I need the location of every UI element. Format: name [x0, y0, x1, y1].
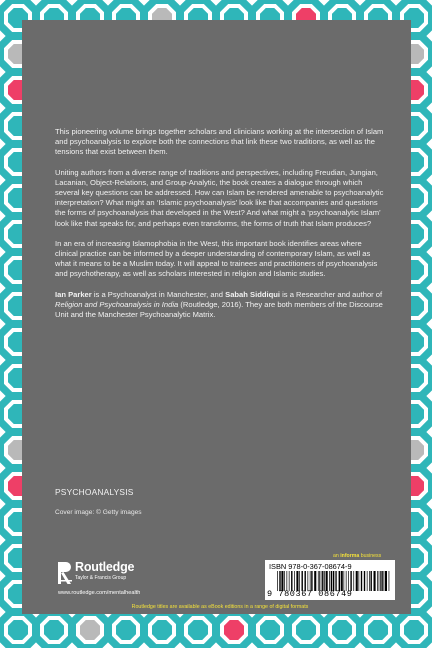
barcode-bar: [377, 571, 378, 591]
barcode-bar: [277, 571, 278, 591]
barcode-area: [265, 560, 395, 600]
description-paragraph-1: This pioneering volume brings together scholars and clinicians working at the intersection of Islam and psychoanalysis to explore both the connections that link these two traditions, as well as the tensions that exist between them.: [55, 127, 384, 157]
bio-text-2: is a Researcher and author of: [279, 289, 383, 299]
barcode-bar: [335, 571, 336, 591]
barcode-bar: [308, 571, 309, 591]
pattern-tile: [78, 618, 102, 642]
isbn-label: ISBN 978-0-367-08674-9: [269, 562, 352, 571]
barcode-bar: [336, 571, 337, 591]
barcode-bar: [350, 571, 351, 591]
description-paragraph-2: Uniting authors from a diverse range of traditions and perspectives, including Freudian, Jungian, Lacanian, Object-Relations, and Group-Analytic, the book creates a dialogue through which several key questions can be addressed. How can Islam be rendered amenable to psychoanalytic interpretation? What might an ‘Islamic psychoanalysis’ look like that accompanies and questions the forms of psychoanalysis that developed in the West? And what might a ‘psychoanalytic Islam’ look like that speaks for, and perhaps even transforms, the forms of truth that Islam produces?: [55, 167, 384, 228]
barcode-bar: [287, 571, 288, 591]
barcode-bar: [322, 571, 323, 591]
subject-category: PSYCHOANALYSIS: [55, 487, 134, 497]
barcode-bar: [381, 571, 382, 591]
barcode-bar: [339, 571, 340, 591]
barcode-bar: [384, 571, 385, 591]
barcode-bar: [294, 571, 295, 591]
barcode-bar: [374, 571, 376, 591]
pattern-tile: [150, 618, 174, 642]
publisher-name: Routledge: [75, 560, 135, 574]
barcode-bar: [321, 571, 322, 591]
barcode-bar: [389, 571, 390, 591]
pattern-tile: [330, 618, 354, 642]
barcode-bar: [324, 571, 325, 591]
informa-business-tag: [333, 553, 381, 559]
barcode-bar: [291, 571, 292, 591]
pattern-tile: [114, 618, 138, 642]
author-name-2: Sabah Siddiqui: [225, 289, 280, 299]
barcode-bar: [331, 571, 332, 591]
routledge-logo-icon: [58, 562, 72, 584]
author-bio: [55, 290, 385, 321]
barcode-digits: 9 780367 086749: [267, 589, 353, 599]
pattern-tile: [42, 618, 66, 642]
barcode-bar: [348, 571, 349, 591]
barcode-bar: [341, 571, 343, 591]
pattern-tile: [294, 618, 318, 642]
pattern-tile: [366, 618, 390, 642]
informa-suffix: business: [359, 553, 382, 559]
previous-book-title: Religion and Psychoanalysis in India: [55, 299, 179, 309]
barcode-bar: [289, 571, 290, 591]
barcode-bar: [329, 571, 330, 591]
barcode-bar: [299, 571, 300, 591]
ebook-availability-note: Routledge titles are available as eBook editions in a range of digital formats: [131, 604, 309, 610]
barcode-bar: [356, 571, 358, 591]
barcode-bar: [371, 571, 372, 591]
barcode-bar: [380, 571, 381, 591]
barcode-bar: [385, 571, 387, 591]
pattern-tile: [222, 618, 246, 642]
barcode-bar: [367, 571, 368, 591]
barcode-bar: [284, 571, 285, 591]
barcode-bar: [333, 571, 334, 591]
barcode-bar: [302, 571, 303, 591]
publisher-url: www.routledge.com/mentalhealth: [58, 590, 141, 596]
barcode-bar: [318, 571, 319, 591]
barcode-bar: [379, 571, 380, 591]
publisher-subtitle: Taylor & Francis Group: [75, 575, 127, 581]
cover-image-credit: Cover image: © Getty images: [55, 509, 142, 516]
barcode-bar: [279, 571, 280, 591]
barcode-bar: [353, 571, 354, 591]
pattern-tile: [186, 618, 210, 642]
barcode-bar: [326, 571, 328, 591]
informa-brand: informa: [340, 553, 360, 559]
barcode-bar: [296, 571, 298, 591]
barcode-bar: [346, 571, 347, 591]
bio-text-3: (Routledge, 2016). They are both members of the Discourse Unit and the Manchester Psychoanalytic Matrix.: [55, 299, 383, 320]
barcode-bar: [319, 571, 320, 591]
informa-prefix: an: [333, 553, 341, 559]
barcode-bar: [281, 571, 283, 591]
bio-text-1: is a Psychoanalyst in Manchester, and: [91, 289, 226, 299]
book-description: [55, 127, 385, 330]
barcode-bar: [305, 571, 306, 591]
pattern-tile: [402, 618, 426, 642]
barcode-bar: [369, 571, 370, 591]
barcode-bar: [359, 571, 360, 591]
barcode-bar: [311, 571, 312, 591]
barcode-bar: [314, 571, 316, 591]
pattern-tile: [258, 618, 282, 642]
barcode-bars: [277, 571, 391, 591]
description-paragraph-3: In an era of increasing Islamophobia in the West, this important book identifies areas where clinical practice can be informed by a deeper understanding of contemporary Islam, as well as what it means to be a Muslim today. It will appeal to trainees and practitioners of psychoanalysis and psychotherapy, as well as scholars interested in religion and Islamic studies.: [55, 238, 378, 279]
barcode-bar: [310, 571, 311, 591]
pattern-tile: [6, 618, 30, 642]
barcode-bar: [364, 571, 365, 591]
barcode-bar: [344, 571, 345, 591]
barcode-bar: [361, 571, 362, 591]
author-name-1: Ian Parker: [55, 289, 92, 299]
